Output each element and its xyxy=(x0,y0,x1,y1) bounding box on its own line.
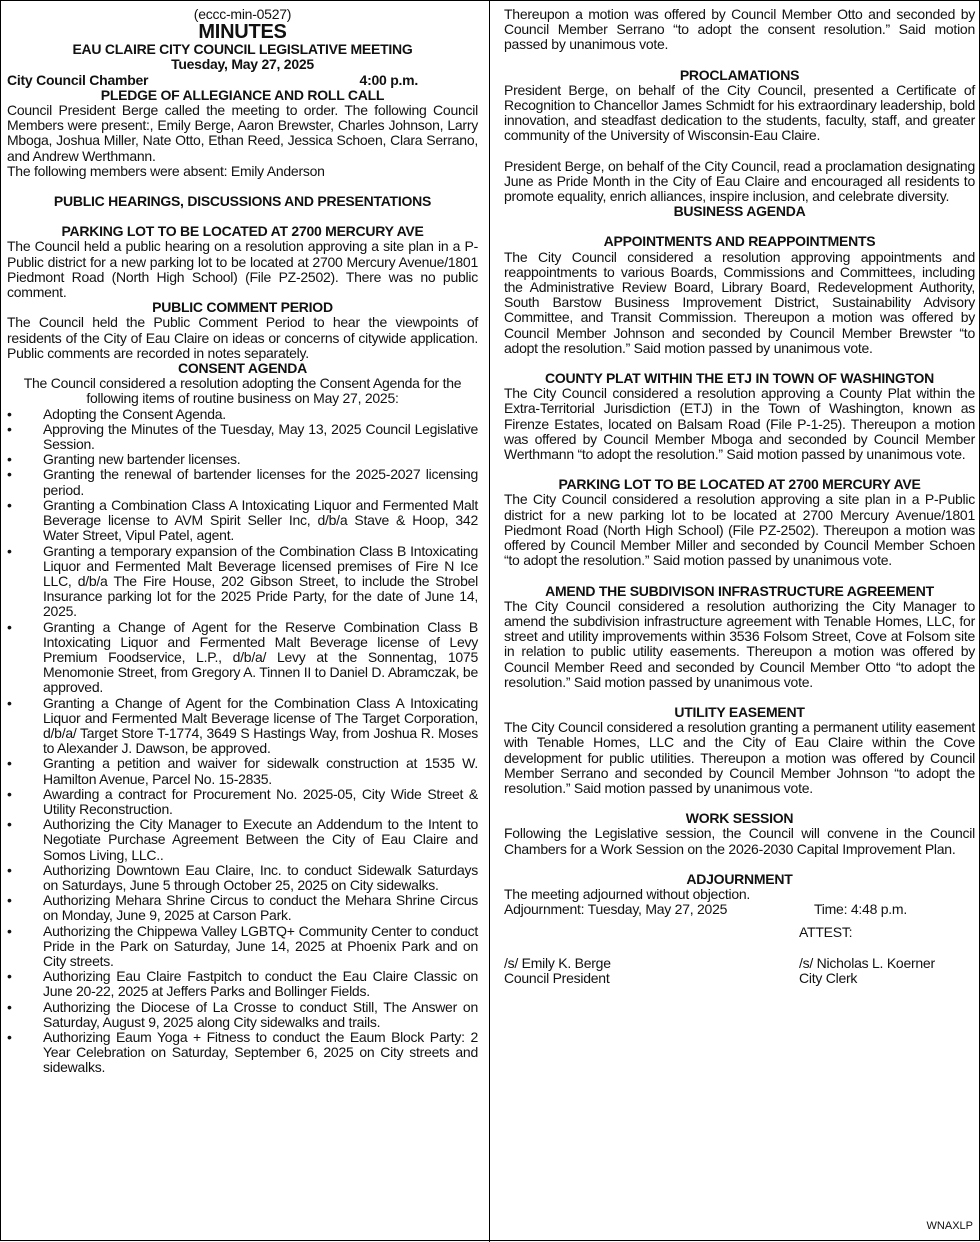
consent-item xyxy=(7,1000,478,1030)
consent-item-text: Authorizing Mehara Shrine Circus to conduct the Mehara Shrine Circus on Monday, June 9, 2025 at Carson Park. xyxy=(43,892,478,924)
bullet-icon: • xyxy=(7,466,12,483)
consent-item xyxy=(7,863,478,893)
left-column xyxy=(7,7,478,1076)
subdivision-heading: AMEND THE SUBDIVISON INFRASTRUCTURE AGREEMENT xyxy=(545,582,934,599)
roll-call-text: Council President Berge called the meeting to order. The following Council Members were present:, Emily Berge, Aaron Brewster, Charles Johnson, Larry Mboga, Joshua Miller, Nate Otto, Ethan Reed, Jessica Schoen, Clara Serrano, and Andrew Werthmann. xyxy=(7,102,478,164)
signature-block xyxy=(504,925,975,986)
consent-item-text: Authorizing Downtown Eau Claire, Inc. to conduct Sidewalk Saturdays on Saturdays, June 5 through October 25, 2025 on City sidewalks. xyxy=(43,861,478,893)
consent-item xyxy=(7,498,478,544)
consent-item-text: Granting the renewal of bartender licenses for the 2025-2027 licensing period. xyxy=(43,466,478,498)
consent-item xyxy=(7,817,478,863)
adjournment-time: Time: 4:48 p.m. xyxy=(814,901,907,918)
meeting-date: Tuesday, May 27, 2025 xyxy=(171,56,314,73)
consent-item-text: Awarding a contract for Procurement No. 2025-05, City Wide Street & Utility Reconstruction. xyxy=(43,785,478,817)
bullet-icon: • xyxy=(7,420,12,437)
consent-motion-text: Thereupon a motion was offered by Council Member Otto and seconded by Council Member Serrano “to adopt the consent resolution.” Said motion passed by unanimous vote. xyxy=(504,6,975,53)
bullet-icon: • xyxy=(7,1029,12,1045)
consent-item-text: Granting a Combination Class A Intoxicating Liquor and Fermented Malt Beverage license to AVM Spirit Seller Inc, d/b/a Stave & Hoop, 342 Water Street, Vipul Patel, agent. xyxy=(43,496,478,544)
bullet-icon: • xyxy=(7,405,12,422)
signature-right xyxy=(799,925,975,986)
bullet-icon: • xyxy=(7,816,12,833)
consent-item-text: Adopting the Consent Agenda. xyxy=(43,405,226,422)
consent-item xyxy=(7,452,478,467)
adjournment-date: Adjournment: Tuesday, May 27, 2025 xyxy=(504,901,728,918)
county-plat-heading: COUNTY PLAT WITHIN THE ETJ IN TOWN OF WASHINGTON xyxy=(544,370,935,387)
adjournment-row xyxy=(504,902,975,917)
county-plat-text: The City Council considered a resolution approving a County Plat within the Extra-Territorial Jurisdiction (ETJ) in the Town of Washington, known as Firenze Estates, located on Balsam Road (File P-1-25). Thereupon a motion was offered by Council Member Mboga and seconded by Council Member Werthmann “to adopt the resolution.” Said motion passed by unanimous vote. xyxy=(504,385,975,463)
proclamation-text-2: President Berge, on behalf of the City Council, read a proclamation designating June as Pride Month in the City of Eau Claire and encouraged all residents to promote equality, enrich alliances, inspire inclusion, and celebrate diversity. xyxy=(504,157,975,205)
parking-business-heading: PARKING LOT TO BE LOCATED AT 2700 MERCURY AVE xyxy=(558,476,921,493)
consent-item xyxy=(7,422,478,452)
appointments-text: The City Council considered a resolution approving appointments and reappointments to various Boards, Commissions and Committees, including the Administrative Review Board, Library Board, Redevelopment Authority, South Barstow Business Improvement District, Sustainability Advisory Committee, and Transit Commission. Thereupon a motion was offered by Council Member Johnson and seconded by Council Member Brewster “to adopt the resolution.” Said motion passed by unanimous vote. xyxy=(504,248,975,356)
work-session-text: Following the Legislative session, the Council will convene in the Council Chambers for a Work Session on the 2026-2030 Capital Improvement Plan. xyxy=(504,825,975,857)
public-comment-heading: PUBLIC COMMENT PERIOD xyxy=(152,299,333,316)
consent-item-text: Authorizing the City Manager to Execute an Addendum to the Intent to Negotiate Purchase Agreement Between the City of Eau Claire and Somos Living, LLC.. xyxy=(43,816,478,863)
consent-item xyxy=(7,893,478,923)
clerk-title: City Clerk xyxy=(799,969,858,986)
consent-item xyxy=(7,620,478,696)
document-title: MINUTES xyxy=(198,21,287,44)
meeting-title: EAU CLAIRE CITY COUNCIL LEGISLATIVE MEETING xyxy=(72,41,413,58)
consent-items-list xyxy=(7,407,478,1076)
subdivision-text: The City Council considered a resolution authorizing the City Manager to amend the subdivision infrastructure agreement with Tenable Homes, LLC, for street and utility improvements within 3536 Folsom Street, Cove at Folsom site in relation to public utility easements. Thereupon a motion was offered by Council Member Reed and seconded by Council Member Otto “to adopt the resolution.” Said motion passed by unanimous vote. xyxy=(504,597,975,690)
bullet-icon: • xyxy=(7,618,12,635)
clerk-signature: /s/ Nicholas L. Koerner xyxy=(799,954,935,971)
pledge-heading: PLEDGE OF ALLEGIANCE AND ROLL CALL xyxy=(100,86,385,103)
column-divider xyxy=(489,1,490,1242)
consent-item xyxy=(7,756,478,786)
consent-item xyxy=(7,696,478,757)
consent-intro: The Council considered a resolution adopting the Consent Agenda for the following items of routine business on May 27, 2025: xyxy=(23,375,462,407)
consent-item-text: Authorizing Eau Claire Fastpitch to conduct the Eau Claire Classic on June 20-22, 2025 at Jeffers Parks and Bollinger Fields. xyxy=(43,968,478,1000)
absent-text: The following members were absent: Emily Anderson xyxy=(7,162,325,179)
proclamations-heading: PROCLAMATIONS xyxy=(679,66,800,83)
adjournment-heading: ADJOURNMENT xyxy=(686,870,793,887)
bullet-icon: • xyxy=(7,892,12,909)
public-hearings-heading: PUBLIC HEARINGS, DISCUSSIONS AND PRESENTATIONS xyxy=(53,193,432,210)
adjournment-text: The meeting adjourned without objection. xyxy=(504,885,751,902)
bullet-icon: • xyxy=(7,968,12,985)
parking-business-text: The City Council considered a resolution approving a site plan in a P-Public district for a new parking lot to be located at 2700 Mercury Avenue/1801 Piedmont Road (North High School) (File PZ-2502). Thereupon a motion was offered by Council Member Miller and seconded by Council Member Schoen “to adopt the resolution.” Said motion passed by unanimous vote. xyxy=(504,491,975,569)
meeting-location: City Council Chamber xyxy=(7,71,149,88)
bullet-icon: • xyxy=(7,922,12,939)
bullet-icon: • xyxy=(7,542,12,559)
bullet-icon: • xyxy=(7,755,12,772)
consent-item-text: Granting new bartender licenses. xyxy=(43,451,241,468)
consent-item-text: Approving the Minutes of the Tuesday, May 13, 2025 Council Legislative Session. xyxy=(43,420,478,453)
bullet-icon: • xyxy=(7,998,12,1015)
consent-item-text: Granting a temporary expansion of the Combination Class B Intoxicating Liquor and Fermented Malt Beverage licensed premises of Fire N Ice LLC, d/b/a The Fire House, 202 Gibson Street, to include the Strobel Insurance parking lot for the 2025 Pride Party, for the date of June 14, 2025. xyxy=(43,542,478,620)
consent-item xyxy=(7,407,478,422)
attest-label: ATTEST: xyxy=(799,924,853,941)
proclamation-text-1: President Berge, on behalf of the City Council, presented a Certificate of Recognition to Chancellor James Schmidt for his extraordinary leadership, bold innovation, and steadfast dedication to the students, faculty, staff, and greater community of the University of Wisconsin-Eau Claire. xyxy=(504,81,975,144)
bullet-icon: • xyxy=(7,451,12,468)
appointments-heading: APPOINTMENTS AND REAPPOINTMENTS xyxy=(603,233,876,250)
bullet-icon: • xyxy=(7,785,12,802)
consent-item-text: Authorizing the Chippewa Valley LGBTQ+ Community Center to conduct Pride in the Park on Saturday, June 14, 2025 at Phoenix Park and on City streets. xyxy=(43,922,478,969)
bullet-icon: • xyxy=(7,496,12,513)
consent-item-text: Authorizing the Diocese of La Crosse to conduct Still, The Answer on Saturday, August 9, 2025 along City sidewalks and trails. xyxy=(43,998,478,1030)
consent-item xyxy=(7,924,478,970)
utility-easement-text: The City Council considered a resolution granting a permanent utility easement with Tenable Homes, LLC and the City of Eau Claire within the Cove development for public utilities. Thereupon a motion was offered by Council Member Serrano and seconded by Council Member Johnson “to adopt the resolution.” Said motion passed by unanimous vote. xyxy=(504,719,975,796)
consent-item-text: Authorizing Eaum Yoga + Fitness to conduct the Eaum Block Party: 2 Year Celebration on Saturday, September 6, 2025 on City streets and sidewalks. xyxy=(43,1029,478,1076)
bullet-icon: • xyxy=(7,694,12,711)
right-column xyxy=(504,7,975,986)
consent-item-text: Granting a Change of Agent for the Reserve Combination Class B Intoxicating Liquor and Fermented Malt Beverage license of Levy Premium Foodservice, L.P., d/b/a/ Levy at the Sonnentag, 1075 Menomonie Street, from Gregory A. Tinnen II to Daniel D. Abramczak, be approved. xyxy=(43,618,478,696)
bullet-icon: • xyxy=(7,861,12,878)
consent-item-text: Granting a Change of Agent for the Combination Class A Intoxicating Liquor and Fermented Malt Beverage license of The Target Corporation, d/b/a/ Target Store T-1774, 3649 S Hastings Way, from Joshua R. Moses to Alexander J. Dawson, be approved. xyxy=(43,694,478,757)
business-agenda-heading: BUSINESS AGENDA xyxy=(673,203,806,220)
president-title: Council President xyxy=(504,969,610,986)
consent-item xyxy=(7,969,478,999)
consent-item xyxy=(7,787,478,817)
document-reference: (eccc-min-0527) xyxy=(193,6,292,22)
utility-easement-heading: UTILITY EASEMENT xyxy=(674,703,805,720)
work-session-heading: WORK SESSION xyxy=(685,810,794,827)
footer-code: WNAXLP xyxy=(926,1219,973,1232)
consent-heading: CONSENT AGENDA xyxy=(178,360,307,377)
consent-item-text: Granting a petition and waiver for sidewalk construction at 1535 W. Hamilton Avenue, Parcel No. 15-2835. xyxy=(43,755,478,787)
public-comment-text: The Council held the Public Comment Period to hear the viewpoints of residents of the City of Eau Claire on ideas or concerns of citywide application. Public comments are recorded in notes separately. xyxy=(7,314,478,361)
parking-hearing-text: The Council held a public hearing on a resolution approving a site plan in a P-Public district for a new parking lot to be located at 2700 Mercury Avenue/1801 Piedmont Road (North High School) (File PZ-2502). There was no public comment. xyxy=(7,238,478,301)
consent-item xyxy=(7,467,478,497)
consent-item xyxy=(7,1030,478,1076)
signature-left xyxy=(504,925,794,986)
consent-item xyxy=(7,544,478,620)
location-time-row xyxy=(7,73,478,88)
president-signature: /s/ Emily K. Berge xyxy=(504,954,611,971)
meeting-time: 4:00 p.m. xyxy=(359,71,418,88)
parking-hearing-heading: PARKING LOT TO BE LOCATED AT 2700 MERCURY AVE xyxy=(61,223,424,240)
